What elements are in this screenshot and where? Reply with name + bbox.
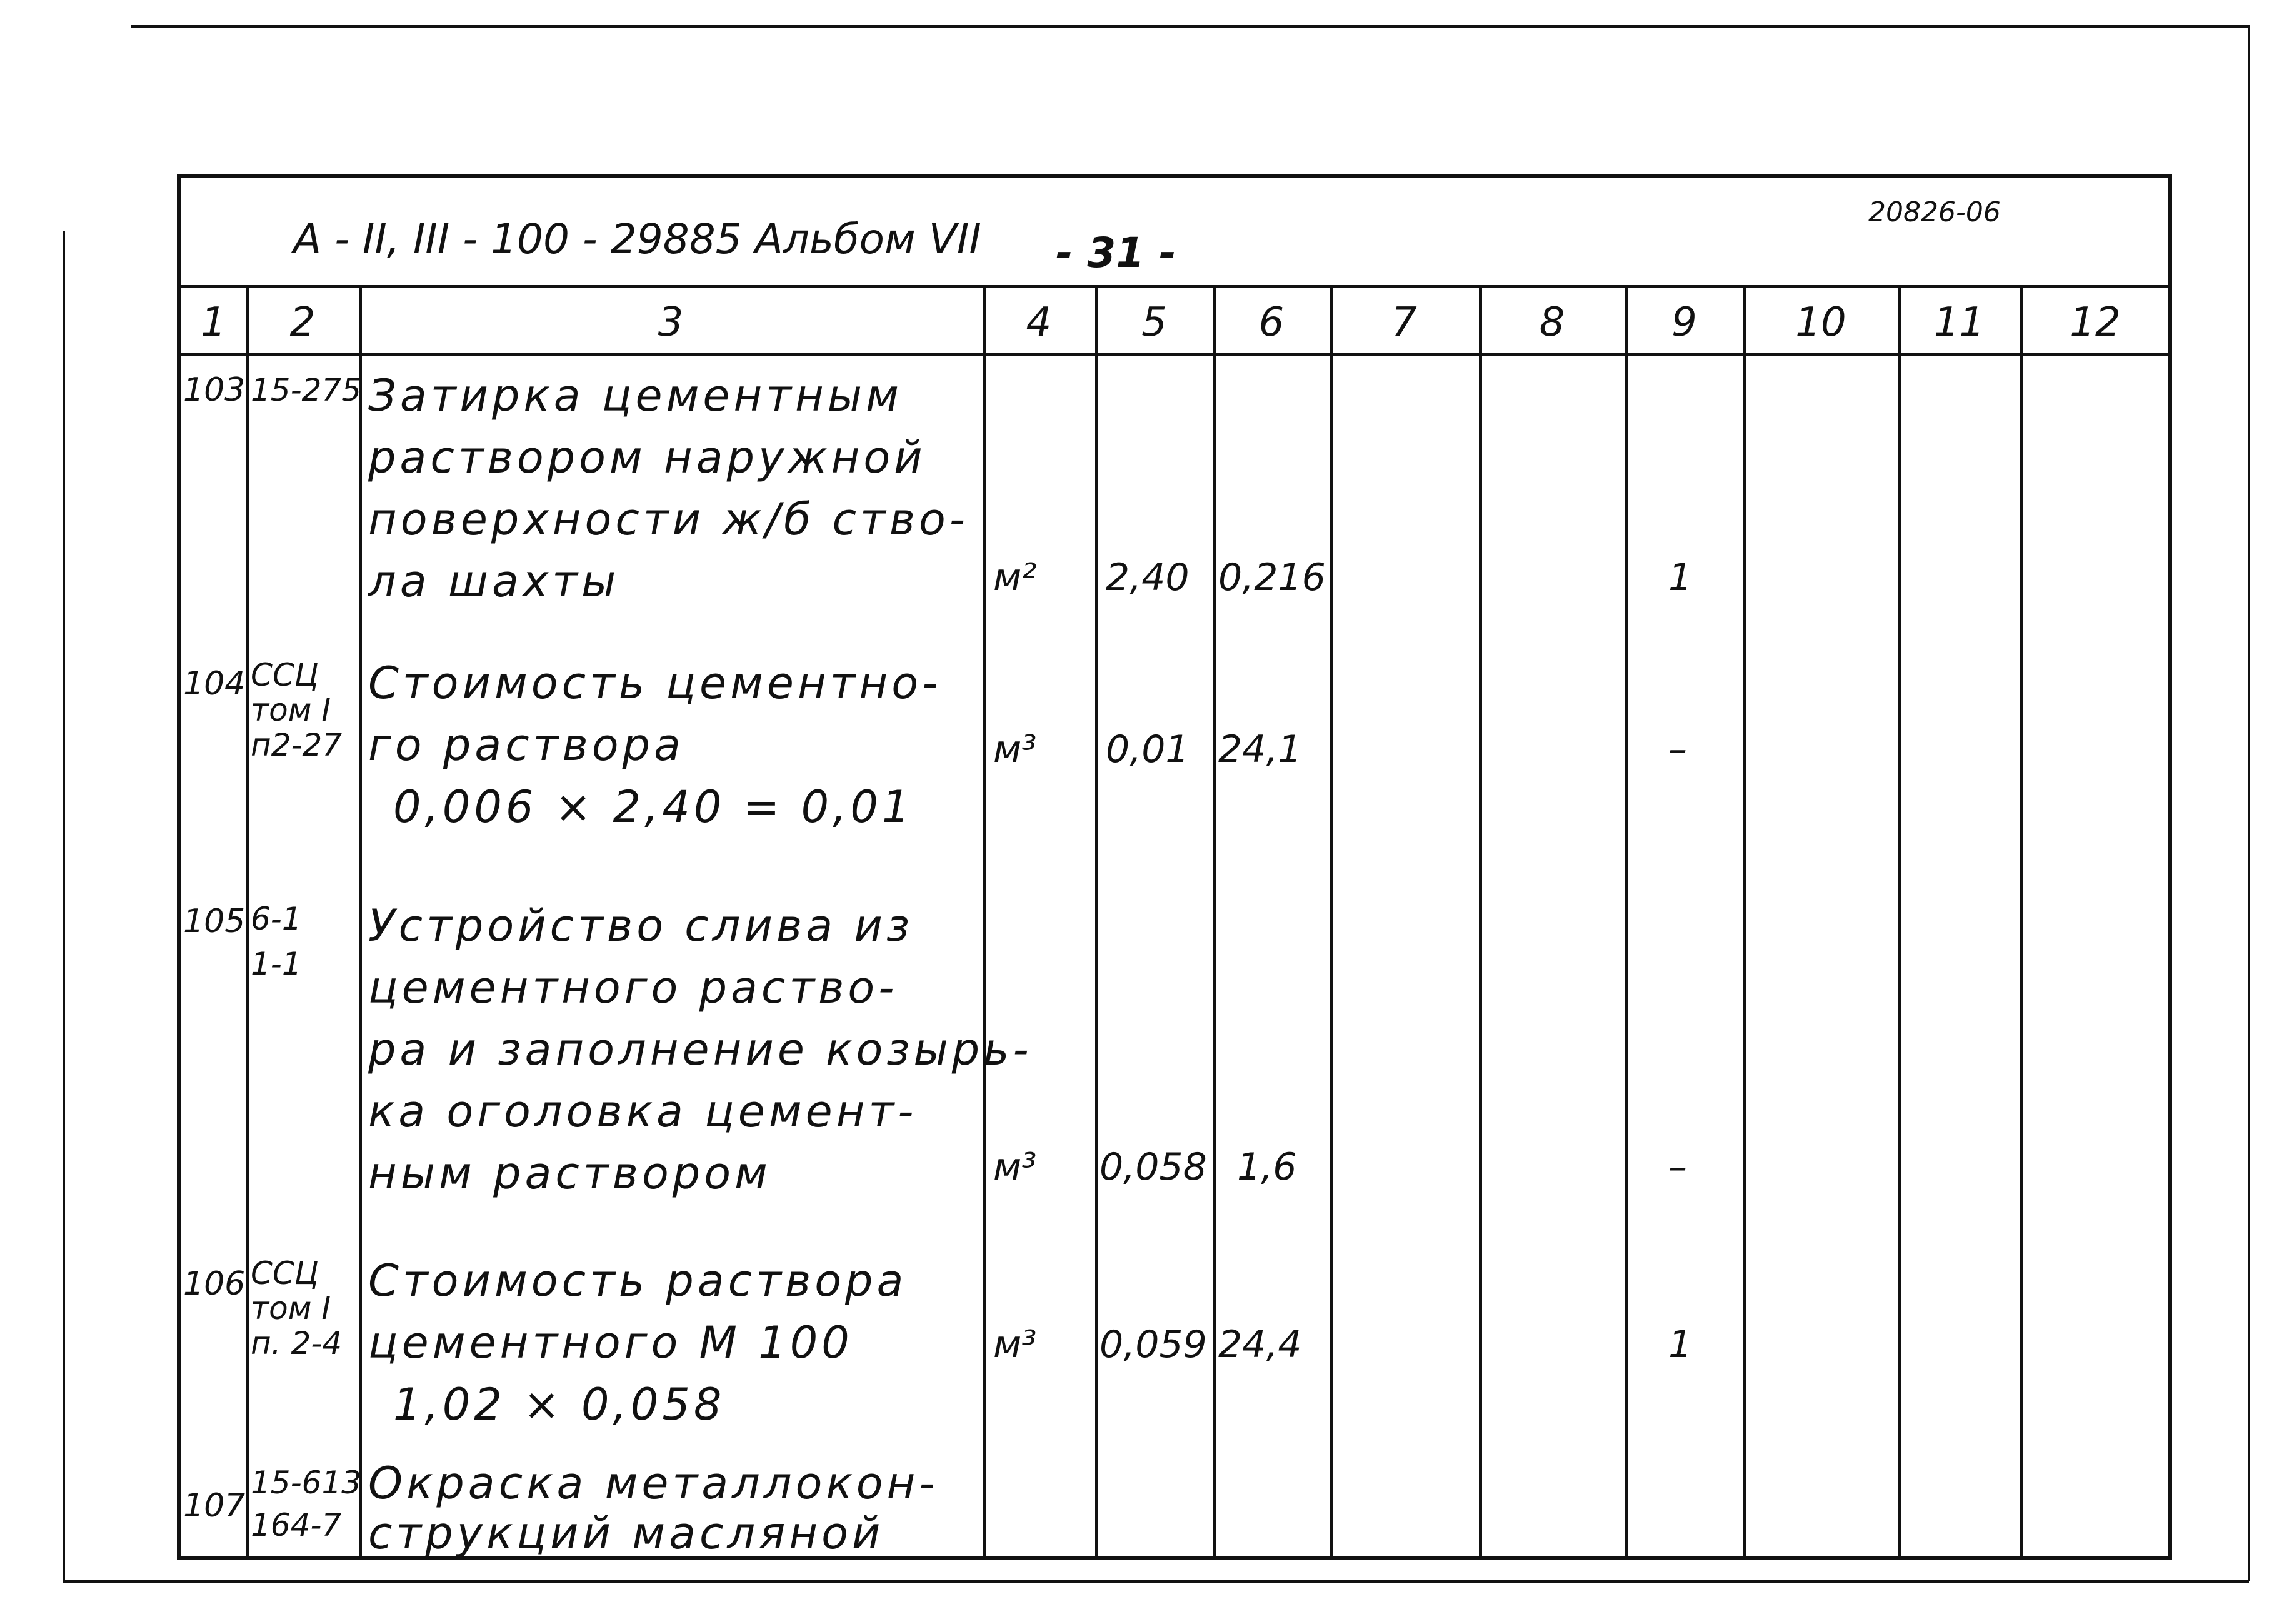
column-number: 9	[1671, 299, 1697, 346]
norm-code: п2-27	[251, 727, 343, 763]
work-description: струкций масляной	[368, 1508, 884, 1559]
work-description: 1,02 × 0,058	[393, 1379, 726, 1430]
norm-code: ССЦ	[251, 657, 319, 693]
estimate-sheet	[177, 174, 2172, 1560]
row-number: 103	[183, 371, 246, 409]
work-description: цементного М 100	[368, 1317, 853, 1368]
column-number: 4	[1026, 299, 1052, 346]
column-divider	[359, 285, 362, 1556]
work-description: го раствора	[368, 719, 684, 771]
frame-left-border	[63, 231, 65, 1581]
column-9-value: 1	[1668, 556, 1693, 599]
column-divider	[1898, 285, 1901, 1556]
frame-top-border	[131, 25, 2249, 28]
work-description: поверхности ж/б ство-	[368, 494, 969, 545]
work-description: раствором наружной	[368, 432, 926, 483]
column-divider	[983, 285, 986, 1556]
row-number: 104	[183, 665, 246, 703]
work-description: ра и заполнение козырь-	[368, 1024, 1033, 1075]
sheet-title: А - II, III - 100 - 29885 Альбом VII	[293, 215, 981, 263]
frame-bottom-border	[63, 1580, 2249, 1583]
norm-code: том I	[251, 1290, 331, 1326]
frame-right-border	[2248, 25, 2250, 1581]
unit-price: 24,4	[1218, 1323, 1302, 1366]
norm-code: ССЦ	[251, 1255, 319, 1291]
unit-price: 0,216	[1218, 556, 1326, 599]
work-description: ным раствором	[368, 1148, 771, 1199]
column-divider	[1095, 285, 1098, 1556]
norm-code: 15-613	[251, 1465, 362, 1501]
column-divider	[1479, 285, 1482, 1556]
unit-of-measure: м³	[993, 1323, 1037, 1366]
row-number: 106	[183, 1265, 246, 1303]
quantity: 0,01	[1106, 728, 1190, 771]
header-divider	[181, 285, 2168, 288]
column-header-divider	[181, 353, 2168, 356]
column-divider	[1625, 285, 1628, 1556]
document-number: 20826-06	[1868, 196, 2001, 228]
column-9-value: –	[1668, 1145, 1687, 1189]
work-description: ка оголовка цемент-	[368, 1086, 918, 1137]
norm-code: п. 2-4	[251, 1325, 343, 1361]
quantity: 0,058	[1099, 1145, 1207, 1189]
unit-of-measure: м³	[993, 728, 1037, 771]
work-description: 0,006 × 2,40 = 0,01	[393, 781, 914, 833]
column-number: 7	[1391, 299, 1417, 346]
row-number: 107	[183, 1487, 246, 1525]
work-description: Стоимость цементно-	[368, 658, 942, 709]
work-description: Окраска металлокон-	[368, 1458, 939, 1509]
column-number: 11	[1933, 299, 1985, 346]
unit-price: 24,1	[1218, 728, 1302, 771]
work-description: Стоимость раствора	[368, 1255, 908, 1306]
column-divider	[2020, 285, 2023, 1556]
norm-code: 1-1	[251, 946, 302, 982]
column-number: 3	[658, 299, 684, 346]
column-number: 1	[201, 299, 226, 346]
unit-of-measure: м³	[993, 1145, 1037, 1189]
column-divider	[1743, 285, 1746, 1556]
quantity: 2,40	[1106, 556, 1190, 599]
column-number: 5	[1141, 299, 1167, 346]
norm-code: 15-275	[251, 372, 362, 408]
column-9-value: 1	[1668, 1323, 1693, 1366]
unit-price: 1,6	[1237, 1145, 1297, 1189]
work-description: ла шахты	[368, 556, 620, 607]
page-number: - 31 -	[1056, 229, 1176, 277]
column-divider	[1330, 285, 1333, 1556]
column-9-value: –	[1668, 728, 1687, 771]
column-number: 8	[1539, 299, 1565, 346]
work-description: Затирка цементным	[368, 370, 903, 421]
norm-code: том I	[251, 692, 331, 728]
column-number: 10	[1795, 299, 1846, 346]
quantity: 0,059	[1099, 1323, 1207, 1366]
column-number: 6	[1258, 299, 1285, 346]
unit-of-measure: м²	[993, 556, 1037, 599]
work-description: Устройство слива из	[368, 900, 914, 951]
norm-code: 6-1	[251, 901, 302, 937]
norm-code: 164-7	[251, 1507, 342, 1543]
column-number: 12	[2070, 299, 2121, 346]
work-description: цементного раство-	[368, 962, 898, 1013]
row-number: 105	[183, 903, 246, 940]
column-number: 2	[289, 299, 316, 346]
column-divider	[246, 285, 249, 1556]
column-divider	[1213, 285, 1216, 1556]
